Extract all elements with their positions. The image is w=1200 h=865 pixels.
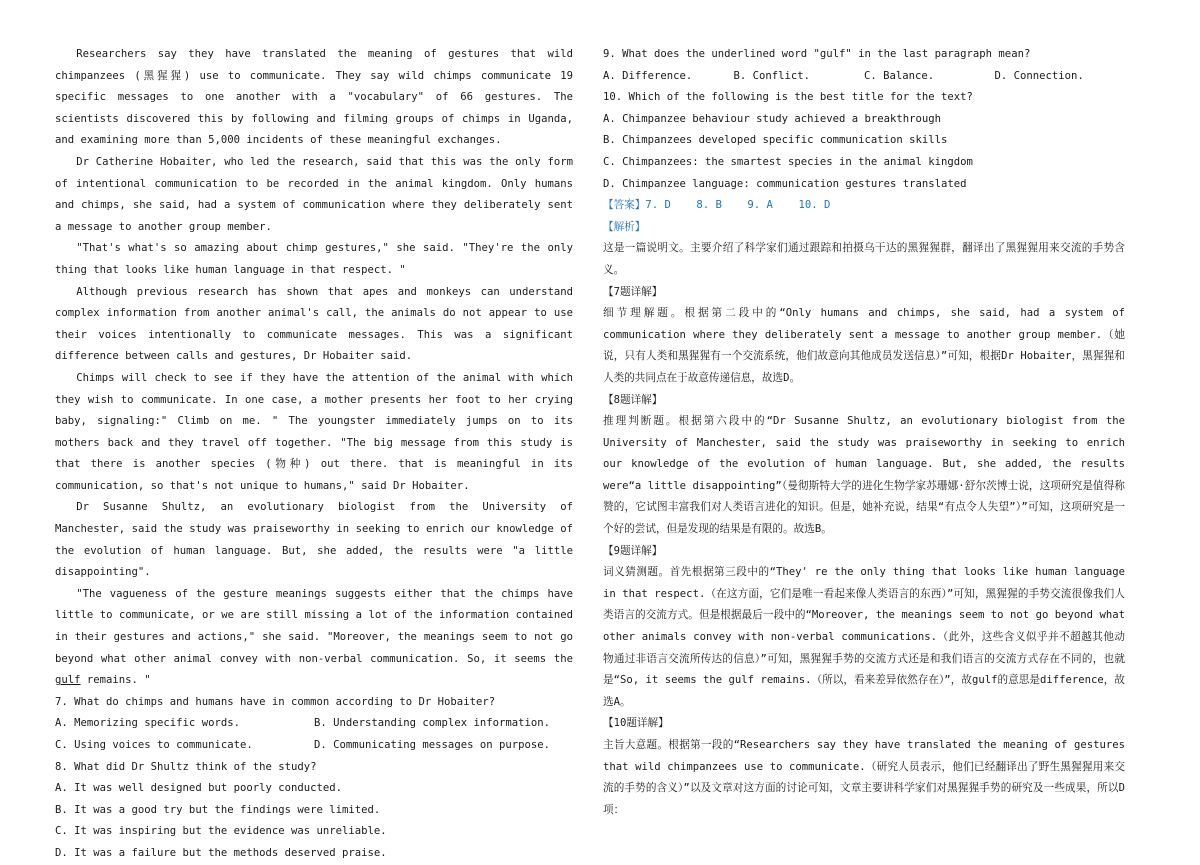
analysis-label: 【解析】	[603, 220, 646, 233]
question-7-option-c: C. Using voices to communicate.	[55, 739, 253, 751]
paragraph-7-text-before: "The vagueness of the gesture meanings suggests either that the chimps have little to communicate, or we are still missing a lot of the information contained in their gestures and actions," she said. "Moreover, the meanings seem to not go beyond what other animal convey with non-verbal communication. So, it seems the	[55, 587, 573, 665]
passage-paragraph-7	[55, 584, 573, 692]
question-9-option-a: A. Difference.	[603, 69, 693, 82]
question-8	[55, 757, 573, 865]
right-column	[603, 44, 1125, 821]
left-column	[55, 44, 573, 865]
passage-paragraph-4: Although previous research has shown that apes and monkeys can understand complex information from another animal's call, the animals do not appear to use their voices intentionally to communicate messages. This was a significant difference between calls and gestures, Dr Hobaiter said.	[55, 285, 573, 363]
detail-9-text: 词义猜测题。首先根据第三段中的“They' re the only thing that looks like human language in that respect.（在这方面，它们是唯一看起来像人类语言的东西）”可知，黑猩猩的手势交流很像我们人类语言的交流方式。但是根据最后一段中的“Moreover, the meanings seem to not go beyond what other animals convey with non-verbal communications.（此外，这些含义似乎并不超越其他动物通过非语言交流所传达的信息）”可知，黑猩猩手势的交流方式还是和我们语言的交流方式存在不同的，也就是“So, it seems the gulf remains.（所以，看来差异依然存在）”，故gulf的意思是difference，故选A。	[603, 566, 1125, 708]
question-10-stem: 10. Which of the following is the best title for the text?	[603, 91, 973, 104]
question-7-stem: 7. What do chimps and humans have in common according to Dr Hobaiter?	[55, 695, 496, 708]
question-8-option-a: A. It was well designed but poorly conducted.	[55, 782, 343, 795]
passage-paragraph-2: Dr Catherine Hobaiter, who led the research, said that this was the only form of intentional communication to be recorded in the animal kingdom. Only humans and chimps, she said, had a system of communication where they deliberately sent a message to another group member.	[55, 155, 573, 233]
passage-paragraph-1: Researchers say they have translated the meaning of gestures that wild chimpanzees (黑猩猩) use to communicate. They say wild chimps communicate 19 specific messages to one another with a "vocabulary" of 66 gestures. The scientists discovered this by following and filming groups of chimps in Uganda, and examining more than 5,000 incidents of these meaningful exchanges.	[55, 48, 573, 147]
answer-label: 【答案】	[603, 199, 646, 212]
question-8-option-c: C. It was inspiring but the evidence was unreliable.	[55, 825, 387, 838]
question-8-option-d: D. It was a failure but the methods deserved praise.	[55, 846, 387, 859]
paragraph-7-text-after: remains. "	[80, 674, 151, 687]
question-7-option-d: D. Communicating messages on purpose.	[314, 739, 550, 751]
question-9-option-b: B. Conflict.	[733, 69, 811, 82]
question-9-option-c: C. Balance.	[864, 69, 935, 82]
answer-key: 7. D 8. B 9. A 10. D	[645, 199, 831, 212]
question-10-option-d: D. Chimpanzee language: communication gestures translated	[603, 177, 967, 190]
question-7-option-b: B. Understanding complex information.	[314, 717, 550, 730]
question-9-option-d: D. Connection.	[994, 69, 1084, 82]
question-10	[603, 87, 1125, 195]
passage-paragraph-6: Dr Susanne Shultz, an evolutionary biologist from the University of Manchester, said the study was praiseworthy in seeking to enrich our knowledge of the evolution of human language. But, she added, the results were "a little disappointing".	[55, 501, 573, 579]
question-7	[55, 692, 573, 757]
question-9-stem: 9. What does the underlined word "gulf" in the last paragraph mean?	[603, 48, 1031, 60]
answer-line	[603, 195, 1125, 217]
underlined-word-gulf: gulf	[55, 674, 81, 687]
detail-10-label: 【10题详解】	[603, 717, 669, 730]
question-9	[603, 44, 1125, 87]
detail-7-label: 【7题详解】	[603, 285, 663, 298]
question-8-stem: 8. What did Dr Shultz think of the study?	[55, 760, 317, 773]
question-10-option-a: A. Chimpanzee behaviour study achieved a breakthrough	[603, 112, 942, 125]
question-10-option-b: B. Chimpanzees developed specific communication skills	[603, 134, 948, 147]
question-8-option-b: B. It was a good try but the findings were limited.	[55, 803, 381, 816]
detail-8-text: 推理判断题。根据第六段中的“Dr Susanne Shultz, an evolutionary biologist from the University of Manchester, said the study was praiseworthy in seeking to enrich our knowledge of the evolution of human language. But, she added, the results were“a little disappointing”（曼彻斯特大学的进化生物学家苏珊娜·舒尔茨博士说，这项研究是值得称赞的，它试图丰富我们对人类语言进化的知识。但是，她补充说，结果“有点令人失望”）”可知，这项研究是一个好的尝试，但是发现的结果是有限的。故选B。	[603, 415, 1125, 536]
passage-paragraph-3: "That's what's so amazing about chimp gestures," she said. "They're the only thing that looks like human language in that respect. "	[55, 242, 573, 276]
detail-7-text: 细节理解题。根据第二段中的“Only humans and chimps, she said, had a system of communication where they deliberately sent a message to another group member.（她说，只有人类和黑猩猩有一个交流系统，他们故意向其他成员发送信息）”可知，根据Dr Hobaiter，黑猩猩和人类的共同点在于故意传递信息，故选D。	[603, 307, 1125, 384]
detail-10-text: 主旨大意题。根据第一段的“Researchers say they have translated the meaning of gestures that wild chimpanzees use to communicate.（研究人员表示，他们已经翻译出了野生黑猩猩用来交流的手势的含义）”以及文章对这方面的讨论可知，文章主要讲科学家们对黑猩猩手势的研究及一些成果，所以D项：	[603, 739, 1125, 816]
detail-9-label: 【9题详解】	[603, 544, 663, 557]
question-10-option-c: C. Chimpanzees: the smartest species in the animal kingdom	[603, 155, 973, 168]
question-7-option-a: A. Memorizing specific words.	[55, 717, 240, 730]
detail-8-label: 【8题详解】	[603, 393, 663, 406]
passage-paragraph-5: Chimps will check to see if they have the attention of the animal with which they wish to communicate. In one case, a mother presents her foot to her crying baby, signaling:" Climb on me. " The youngster immediately jumps on to its mothers back and they travel off together. "The big message from this study is that there is another species (物种) out there. that is meaningful in its communication, so that's not unique to humans," said Dr Hobaiter.	[55, 371, 573, 492]
analysis-intro: 这是一篇说明文。主要介绍了科学家们通过跟踪和拍摄乌干达的黑猩猩群，翻译出了黑猩猩用来交流的手势含义。	[603, 242, 1125, 276]
